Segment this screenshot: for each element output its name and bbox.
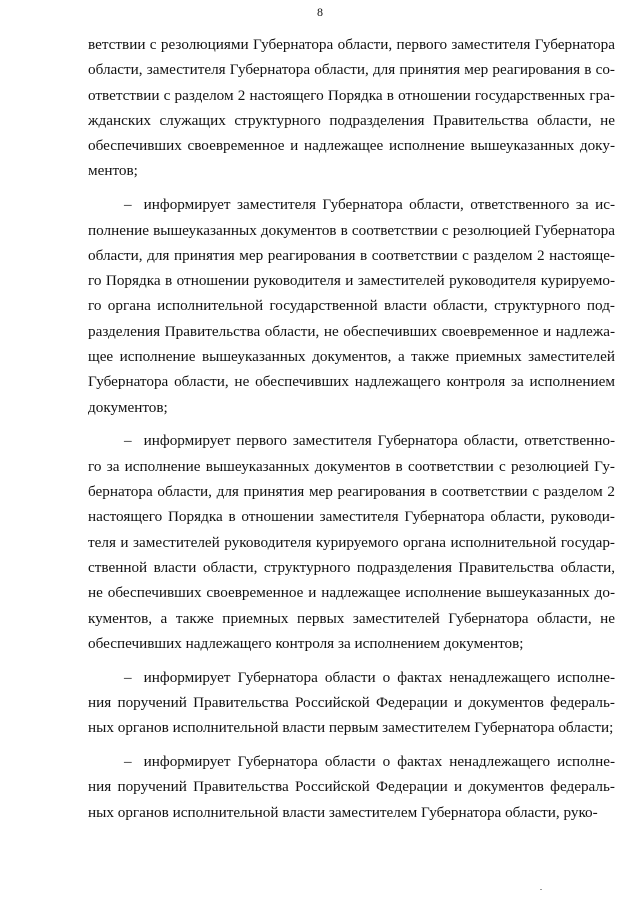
- line-text: документов;: [88, 398, 168, 416]
- line-text: теля и заместителей руководителя курируемого органа исполнительной государ-: [88, 533, 615, 551]
- paragraph: [88, 749, 615, 825]
- line-text: ных органов исполнительной власти первым заместителем Губернатора области;: [88, 719, 614, 737]
- text-line: [88, 369, 615, 394]
- line-text: ния поручений Правительства Российской Федерации и документов федераль-: [88, 778, 615, 796]
- text-line: [88, 454, 615, 479]
- line-text: ственной власти области, структурного подразделения Правительства области,: [88, 558, 615, 576]
- list-dash: –: [124, 196, 132, 214]
- line-text: щее исполнение вышеуказанных документов, а также приемных заместителей: [88, 348, 615, 366]
- paragraph: [88, 192, 615, 420]
- text-line: [88, 293, 615, 318]
- text-line: [88, 479, 615, 504]
- text-line: [88, 395, 615, 420]
- page-number: 8: [317, 5, 323, 19]
- text-line: [88, 319, 615, 344]
- line-text: ния поручений Правительства Российской Федерации и документов федераль-: [88, 693, 615, 711]
- line-text: настоящего Порядка в отношении заместителя Губернатора области, руководи-: [88, 508, 615, 526]
- text-line: [88, 158, 615, 183]
- line-text: ответствии с разделом 2 настоящего Порядка в отношении государственных гра-: [88, 86, 615, 104]
- line-text: обеспечивших своевременное и надлежащее исполнение вышеуказанных доку-: [88, 137, 615, 155]
- text-line: [88, 192, 615, 217]
- text-line: [88, 32, 615, 57]
- paragraph: [88, 428, 615, 656]
- document-body: [88, 32, 615, 825]
- text-line: [88, 580, 615, 605]
- text-line: [88, 715, 615, 740]
- text-line: [88, 800, 615, 825]
- text-line: [88, 606, 615, 631]
- line-text: не обеспечивших своевременное и надлежащее исполнение вышеуказанных до-: [88, 584, 615, 602]
- line-text: бернатора области, для принятия мер реагирования в соответствии с разделом 2: [88, 483, 615, 501]
- text-line: [88, 690, 615, 715]
- text-line: [88, 133, 615, 158]
- line-text: ветствии с резолюциями Губернатора области, первого заместителя Губернатора: [88, 36, 615, 53]
- line-text: полнение вышеуказанных документов в соответствии с резолюцией Губернатора: [88, 221, 615, 239]
- text-line: [88, 108, 615, 133]
- paragraph: [88, 32, 615, 184]
- text-line: [88, 344, 615, 369]
- list-dash: –: [124, 668, 132, 686]
- line-text: го за исполнение вышеуказанных документов в соответствии с резолюцией Гу-: [88, 457, 615, 475]
- line-text: разделения Правительства области, не обеспечивших своевременное и надлежа-: [88, 322, 615, 340]
- line-text: кументов, а также приемных первых заместителей Губернатора области, не: [88, 609, 615, 627]
- text-line: [88, 243, 615, 268]
- line-text: области, заместителя Губернатора области, для принятия мер реагирования в со-: [88, 61, 615, 79]
- line-text: информирует Губернатора области о фактах ненадлежащего исполне-: [143, 753, 615, 771]
- text-line: [88, 83, 615, 108]
- text-line: [88, 774, 615, 799]
- text-line: [88, 57, 615, 82]
- paragraph: [88, 665, 615, 741]
- list-dash: –: [124, 432, 132, 450]
- line-text: го органа исполнительной государственной власти области, структурного под-: [88, 297, 615, 315]
- text-line: [88, 428, 615, 453]
- line-text: информирует заместителя Губернатора области, ответственного за ис-: [143, 196, 615, 214]
- text-line: [88, 555, 615, 580]
- line-text: жданских служащих структурного подразделения Правительства области, не: [88, 111, 615, 129]
- line-text: области, для принятия мер реагирования в соответствии с разделом 2 настояще-: [88, 246, 615, 264]
- line-text: информирует первого заместителя Губернатора области, ответственно-: [143, 432, 615, 450]
- text-line: [88, 268, 615, 293]
- line-text: ных органов исполнительной власти заместителем Губернатора области, руко-: [88, 803, 598, 821]
- text-line: [88, 665, 615, 690]
- text-line: [88, 504, 615, 529]
- line-text: информирует Губернатора области о фактах ненадлежащего исполне-: [143, 668, 615, 686]
- line-text: ментов;: [88, 162, 138, 180]
- line-text: обеспечивших надлежащего контроля за исполнением документов;: [88, 634, 524, 652]
- line-text: Губернатора области, не обеспечивших надлежащего контроля за исполнением: [88, 373, 615, 391]
- list-dash: –: [124, 753, 132, 771]
- text-line: [88, 749, 615, 774]
- scan-speck: [540, 889, 542, 890]
- text-line: [88, 218, 615, 243]
- line-text: го Порядка в отношении руководителя и заместителей руководителя курируемо-: [88, 272, 615, 290]
- text-line: [88, 530, 615, 555]
- text-line: [88, 631, 615, 656]
